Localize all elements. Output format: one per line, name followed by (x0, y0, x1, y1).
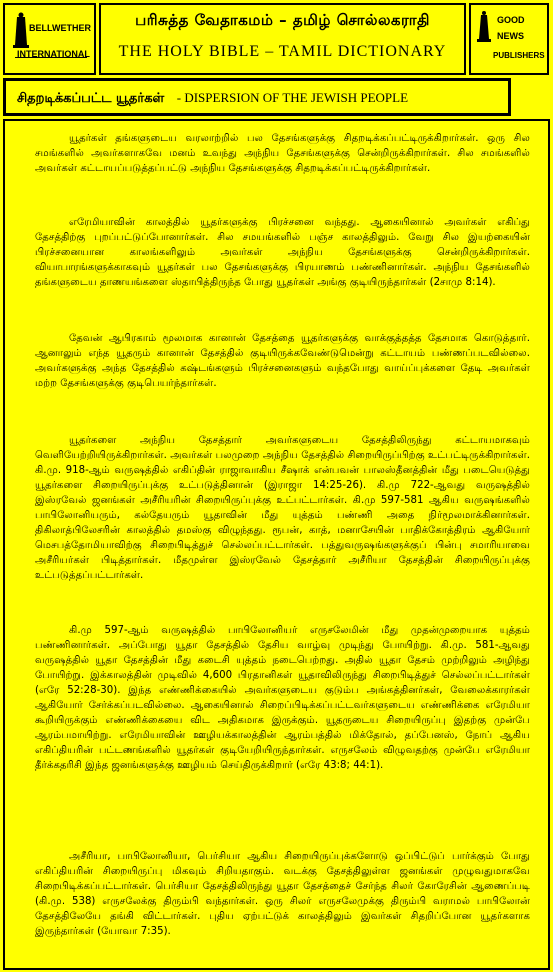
logo-right-line3: PUBLISHERS (493, 51, 545, 60)
page-title-english: THE HOLY BIBLE – TAMIL DICTIONARY (118, 43, 447, 60)
paragraph: அசீரியா, பாபிலோனியா, பெர்சியா ஆகிய சிறையிருப்புக்களோடு ஒப்பிட்டுப் பார்க்கும் போது எகிப்தியரின் சிறையிருப்பு மிகவும் சிறியதாகும். வடக்கு தேசத்திலுள்ள ஜனங்கள் முழுவதுமாகவே சிறைபிடிக்கப்பட்டார்கள். பெர்சியா தேசத்திலிருந்து யூதா தேசத்தைச் சேர்ந்த சிலர் கோரேசின் ஆணைப்படி (கி.மு. 538) எருசலேக்கு திரும்பி வந்தார்கள். ஒரு சிலர் எருசலேமுக்கு திரும்பி வராமல் பாபிலோன் தேசத்திலேயே தங்கி விட்டார்கள். புதிய ஏற்பட்டுக் காலத்திலும் இவர்கள் சிதறிப்போன யூதர்களாக இருந்தார்கள் (யோவா 7:35). (35, 851, 530, 937)
paragraph: யூதர்கள் தங்களுடைய வரலாற்றில் பல தேசங்களுக்கு சிதறடிக்கப்பட்டிருக்கிறார்கள். ஒரு சில சமங்களில் அவர்களாகவே மனம் உவந்து அந்நிய தேசங்களுக்கு சென்றிருக்கிறார்கள். சில சமங்களில் அவர்கள் கட்டாயப்படுத்தப்பட்டு அந்நிய தேசங்களுக்கு சிதறடிக்கப்பட்டிருக்கிறார்கள். (35, 133, 530, 174)
logo-left-line2: INTERNATIONAL (17, 49, 90, 59)
paragraph: கி.மு 597-ஆம் வருஷத்தில் பாபிலோனியர் எருசலேமின் மீது முதன்முறையாக யுத்தம் பண்ணினார்கள். அப்போது யூதா தேசத்தில் தேசிய வாழ்வு முடிந்து போயிற்று. கி.மு. 581-ஆவது வருஷத்தில் யூதா தேசத்தின் மீது கடைசி யுத்தம் நடைபெற்றது. அதில் யூதா தேசம் முற்றிலும் அழிந்து போயிற்று. இக்காலத்தின் முடிவில் 4,600 பிரதானிகள் யூதாவிலிருந்து சிறைபிடித்துச் செல்லப்பட்டார்கள் (எரே 52:28-30). இந்த எண்ணிக்கையில் அவர்களுடைய குடும்ப அங்கத்தினர்கள், வேலைக்காரர்கள் ஆகியோர் சேர்க்கப்படவில்லை. ஆகையினால் சிறைப்பிடிக்கப்பட்டவர்களுடைய எண்ணிக்கை எரேமியா கூறியிருக்கும் எண்ணிக்கையை விட அதிகமாக இருக்கும். யூதருடைய சிறையிருப்பு இதற்கு முன்பே ஆரம்பமாயிற்று. எரேமியாவின் ஊழியக்காலத்தின் ஆரம்பத்தில் மிக்தோல், தப்பேனஸ், நோப் ஆகிய எகிப்தியரின் பட்டணங்களில் யூதர்கள் குடியேறியிருந்தார்கள். எருசலேம் விழுவதற்கு முன்பே எரேமியா தீர்க்கதரிசி இந்த ஜனங்களுக்கு ஊழியம் செய்திருக்கிறார் (எரே 43:8; 44:1). (35, 625, 530, 771)
heading-tamil: சிதறடிக்கப்பட்ட யூதர்கள் (17, 91, 165, 106)
section-heading-box (3, 78, 511, 116)
paragraph: தேவன் ஆபிரகாம் மூலமாக கானான் தேசத்தை யூதர்களுக்கு வாக்குத்தத்த தேசமாக கொடுத்தார். ஆனாலும் எந்த யூதரும் கானான் தேசத்தில் குடியிருக்கவேண்டுமென்று கட்டாயம் பண்ணப்படவில்லை. அவர்களுக்கு அந்த தேசத்தில் கஷ்டங்களும் பிரச்சனைகளும் வந்தபோது வாய்ப்புக்களை தேடி அவர்கள் மற்ற தேசங்களுக்கு குடிபெயர்ந்தார்கள். (35, 333, 530, 389)
paragraph: எரேமியாவின் காலத்தில் யூதர்களுக்கு பிரச்சனை வந்தது. ஆகையினால் அவர்கள் எகிப்து தேசத்திற்கு புறப்பட்டுப்போனார்கள். சில சமயங்களில் பஞ்ச காலத்திலும். வேறு சில இயற்கையின் பிரச்சனையான காலங்களிலும் அவர்கள் அந்நிய தேசங்களுக்கு சென்றிருக்கிறார்கள். வியாபாரங்களுக்காகவும் யூதர்கள் பல தேசங்களுக்கு பிரயாணம் பண்ணினார்கள். அந்நிய தேசங்களில் தங்களுடைய தாணயங்களை ஸ்தாபித்திருந்த போது யூதர்கள் அங்கு குடியிருந்தார்கள் (2சாமு 8:14). (35, 217, 530, 288)
logo-right-line2: NEWS (497, 31, 524, 41)
paragraph: யூதர்களை அந்நிய தேசத்தார் அவர்களுடைய தேசத்திலிருந்து கட்டாயமாகவும் வெளியேற்றியிருக்கிறார்கள். அவர்கள் பலமுறை அந்நிய தேசத்தில் சிறையிருப்பிற்கு உட்பட்டிருக்கிறார்கள். கி.மு. 918-ஆம் வருஷத்தில் எகிப்தின் ராஜாவாகிய சீஷாக் என்பவன் பாலஸ்தீனத்தின் மீது படையெடுத்து யூதர்களை சிறையிருப்புக்கு உட்படுத்தினான் (இராஜா 14:25-26). கி.மு 722-ஆவது வருஷத்தில் இஸ்ரவேல் ஜனங்கள் அசீரியரின் சிறையிருப்புக்கு உட்பட்டார்கள். கி.மு 597-581 ஆகிய வருஷங்களில் பாபிலோனியரும், கல்தேயரும் யூதாவின் மீது யுத்தம் பண்ணி அதை நிர்மூலமாக்கினார்கள். திகிலாத்பிலேசரின் காலத்தில் தமஸ்கு விழுந்தது. ரூபன், காத், மனாசேயின் பாதிக்கோத்திரம் ஆகியோர் மெசபத்தோமியாவிற்கு சிறைபிடித்துச் செல்லப்பட்டார்கள். பத்துவருஷங்களுக்குப் பின்பு சமாரியாவை அசீரியர்கள் பிடித்தார்கள். மீதமுள்ள இஸ்ரவேல் தேசத்தார் அசீரியா தேசத்தின் சிறையிருப்புக்கு உட்படுத்தப்பட்டார்கள். (35, 435, 530, 581)
title-box (99, 3, 466, 75)
heading-english: - DISPERSION OF THE JEWISH PEOPLE (176, 90, 409, 105)
good-news-logo (469, 3, 549, 75)
logo-left-line1: BELLWETHER (29, 23, 91, 33)
bell-icon (5, 5, 95, 73)
header (0, 0, 553, 78)
bellwether-logo (3, 3, 96, 75)
section-heading (17, 90, 408, 107)
page-title-tamil: பரிசுத்த வேதாகமம் – தமிழ் சொல்லகராதி (135, 11, 430, 29)
article-body (3, 119, 550, 970)
logo-right-line1: GOOD (497, 15, 525, 25)
